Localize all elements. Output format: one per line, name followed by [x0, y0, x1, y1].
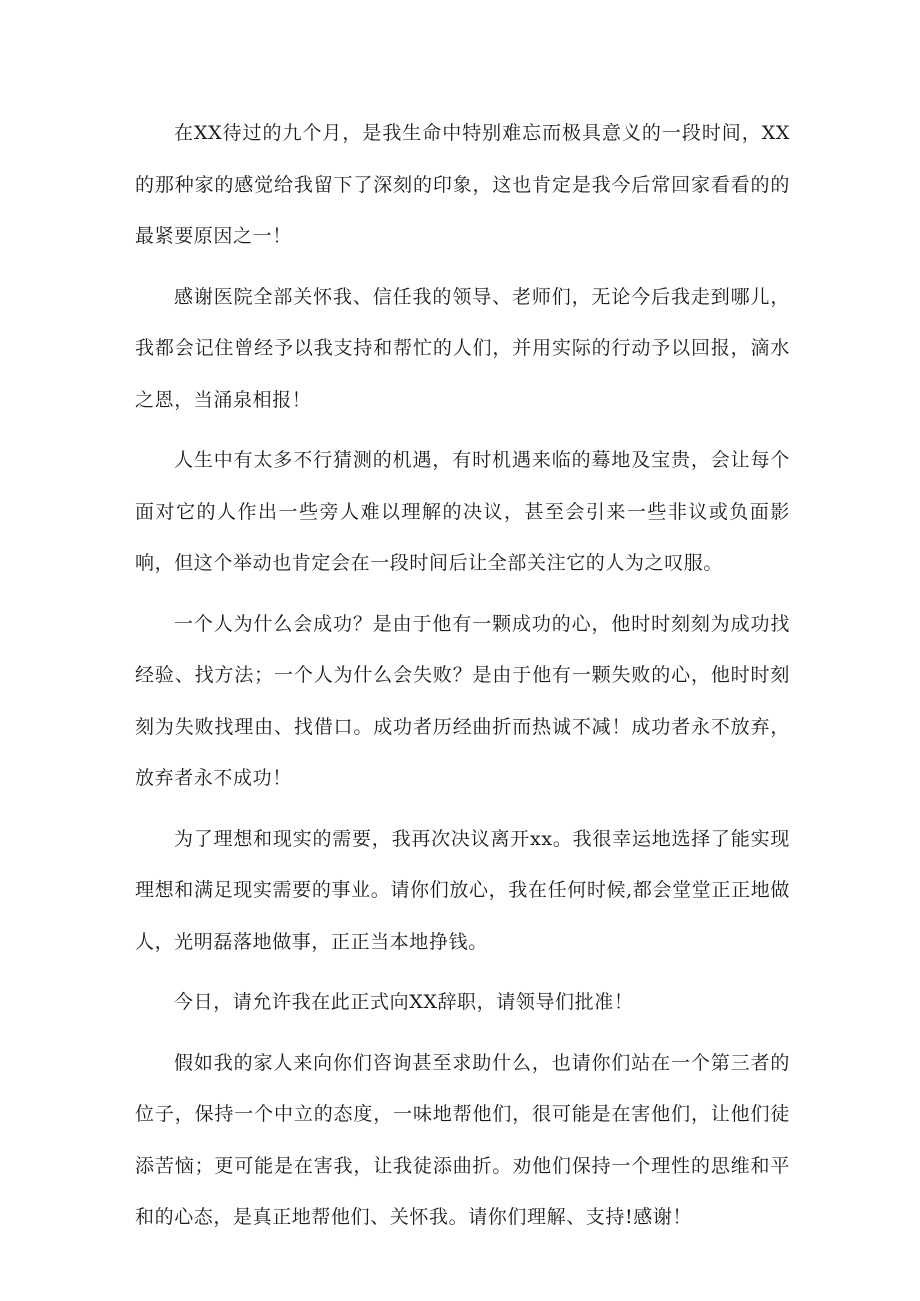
paragraph-1: 在XX待过的九个月，是我生命中特别难忘而极具意义的一段时间，XX的那种家的感觉给我留下了深刻的印象，这也肯定是我今后常回家看看的的最紧要原因之一！: [135, 122, 790, 247]
paragraph-2: 感谢医院全部关怀我、信任我的领导、老师们，无论今后我走到哪儿，我都会记住曾经予以我支持和帮忙的人们，并用实际的行动予以回报，滴水之恩，当涌泉相报！: [135, 285, 790, 411]
paragraph-5: 为了理想和现实的需要，我再次决议离开xx。我很幸运地选择了能实现理想和满足现实需要的事业。请你们放心，我在任何时候,都会堂堂正正地做人，光明磊落地做事，正正当本地挣钱。: [135, 827, 790, 953]
document-body: [135, 108, 790, 1253]
paragraph-4: 一个人为什么会成功？是由于他有一颗成功的心，他时时刻刻为成功找经验、找方法；一个人为什么会失败？是由于他有一颗失败的心，他时时刻刻为失败找理由、找借口。成功者历经曲折而热诚不减！成功者永不放弃，放弃者永不成功！: [135, 612, 790, 789]
paragraph-3: 人生中有太多不行猜测的机遇，有时机遇来临的蓦地及宝贵，会让每个面对它的人作出一些旁人难以理解的决议，甚至会引来一些非议或负面影响，但这个举动也肯定会在一段时间后让全部关注它的人为之叹服。: [135, 449, 790, 574]
paragraph-7: 假如我的家人来向你们咨询甚至求助什么，也请你们站在一个第三者的位子，保持一个中立的态度，一味地帮他们，很可能是在害他们，让他们徒添苦恼；更可能是在害我，让我徒添曲折。劝他们保持一个理性的思维和平和的心态，是真正地帮他们、关怀我。请你们理解、支持!感谢！: [135, 1051, 790, 1228]
paragraph-6: 今日，请允许我在此正式向XX辞职，请领导们批准！: [174, 991, 634, 1013]
